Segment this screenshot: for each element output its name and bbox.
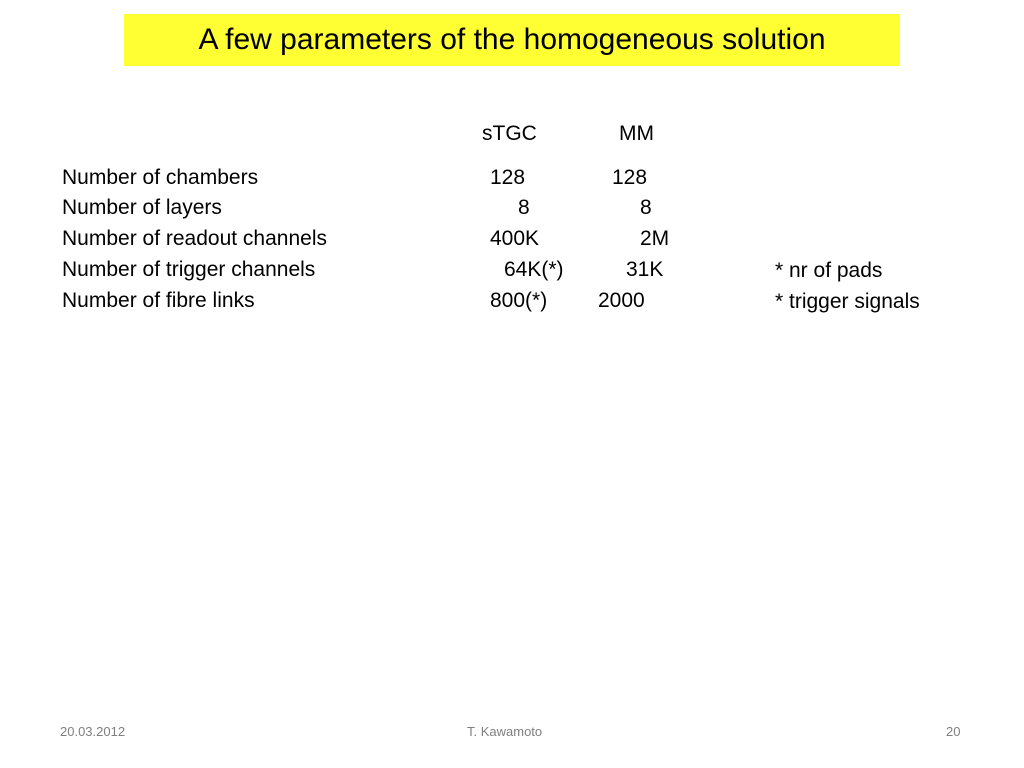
- row-label-fibre-links: Number of fibre links: [62, 289, 255, 312]
- cell-stgc-layers: 8: [518, 196, 530, 219]
- cell-mm-readout-channels: 2M: [640, 227, 670, 250]
- cell-stgc-fibre-links: 800(*): [490, 289, 548, 312]
- column-header-mm: MM: [619, 122, 654, 145]
- cell-mm-fibre-links: 2000: [598, 289, 645, 312]
- cell-mm-layers: 8: [640, 196, 652, 219]
- cell-mm-trigger-channels: 31K: [626, 258, 664, 281]
- cell-mm-chambers: 128: [612, 166, 648, 189]
- footer-date: 20.03.2012: [60, 724, 126, 739]
- cell-stgc-trigger-channels: 64K(*): [504, 258, 564, 281]
- cell-stgc-chambers: 128: [490, 166, 526, 189]
- cell-stgc-readout-channels: 400K: [490, 227, 540, 250]
- column-header-stgc: sTGC: [482, 122, 537, 145]
- note-pads: * nr of pads: [775, 259, 883, 282]
- slide-title: A few parameters of the homogeneous solution: [198, 23, 826, 56]
- row-label-layers: Number of layers: [62, 196, 222, 219]
- title-banner: [124, 14, 900, 66]
- row-label-readout-channels: Number of readout channels: [62, 227, 327, 250]
- row-label-chambers: Number of chambers: [62, 166, 259, 189]
- row-label-trigger-channels: Number of trigger channels: [62, 258, 316, 281]
- footer-page-number: 20: [946, 724, 961, 739]
- footer-author: T. Kawamoto: [467, 724, 543, 739]
- note-trigger-signals: * trigger signals: [775, 290, 920, 313]
